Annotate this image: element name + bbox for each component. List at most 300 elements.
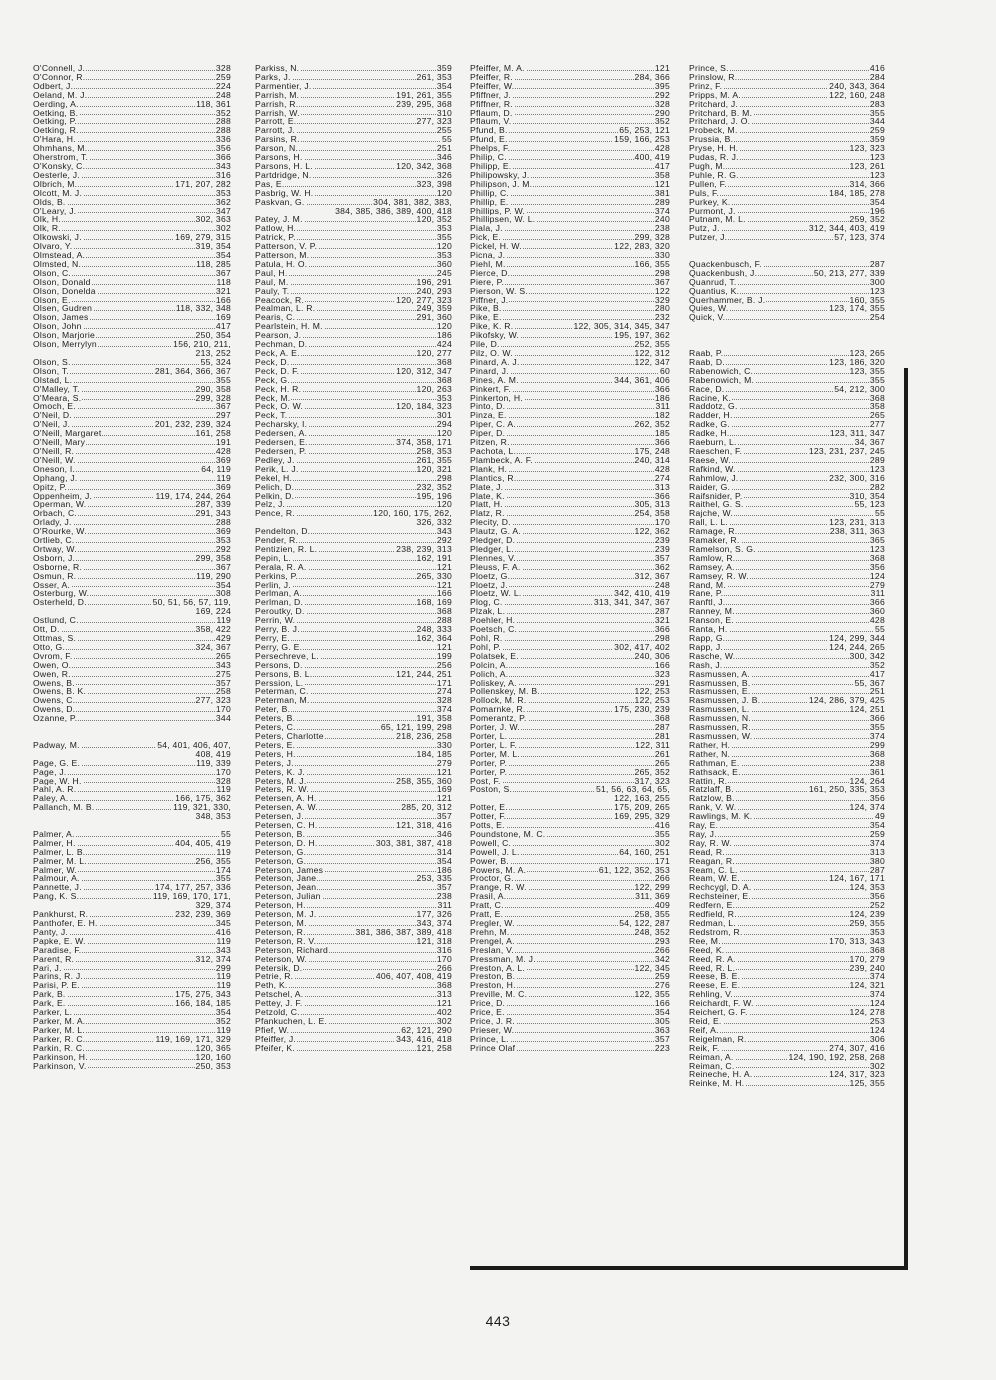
entry-name: Reiman, A. <box>689 1051 734 1062</box>
entry-name: Pfiffner, J. <box>470 89 512 100</box>
entry-name: Pachota, L. <box>470 445 517 456</box>
entry-name: Redfield, R. <box>689 909 737 920</box>
entry-name: Odbert, J. <box>33 80 74 91</box>
entry-name: Race, D. <box>689 383 725 394</box>
entry-pages: 374 <box>436 704 452 715</box>
entry-name: Park, B. <box>33 989 66 1000</box>
entry-name: Olson, C. <box>33 267 72 278</box>
entry-pages: 120, 342, 368 <box>396 160 452 171</box>
entry-name: Pritchard, B. M. <box>689 107 753 118</box>
entry-pages: 365 <box>869 535 885 546</box>
entry-pages: 362 <box>654 561 670 572</box>
entry-name: Petersen, A. H. <box>255 793 317 804</box>
entry-name: Patula, H. O. <box>255 258 308 269</box>
entry-pages: 232 <box>654 312 670 323</box>
entry-pages: 381 <box>654 187 670 198</box>
entry-name: Patey, J. M. <box>255 214 303 225</box>
entry-name: Phillipsen, W. L. <box>470 214 536 225</box>
entry-name: Petersen, J. <box>255 811 304 822</box>
entry-name: Piper, C. A. <box>470 419 516 430</box>
entry-name: Pfeiffer, J. <box>255 1033 297 1044</box>
entry-name: Ratzlow, B. <box>689 793 735 804</box>
entry-pages: 299, 328 <box>195 392 231 403</box>
entry-pages: 245 <box>436 267 452 278</box>
entry-pages: 123, 231, 237, 245 <box>808 445 885 456</box>
entry-name: O'Leary, J. <box>33 205 77 216</box>
entry-name: Pudas, R. J. <box>689 152 739 163</box>
entry-pages: 354 <box>654 1007 670 1018</box>
entry-name: Pealman, L. R. <box>255 303 316 314</box>
entry-name: Reif, A. <box>689 1024 719 1035</box>
entry-name: Osterburg, W. <box>33 588 90 599</box>
entry-pages: 283 <box>869 98 885 109</box>
entry-name: Ramlow, R. <box>689 552 736 563</box>
entry-name: Radder, H. <box>689 410 733 421</box>
entry-name: Owen, R. <box>33 668 71 679</box>
entry-pages: 169 <box>436 784 452 795</box>
entry-name: Potts, E. <box>470 820 505 831</box>
entry-name: Pelz, J. <box>255 499 286 510</box>
entry-name: Piper, D. <box>470 428 506 439</box>
entry-pages: 368 <box>869 748 885 759</box>
entry-name: Pryse, H. H. <box>689 143 739 154</box>
entry-pages: 261, 353 <box>416 71 452 82</box>
entry-pages: 358 <box>869 401 885 412</box>
entry-pages: 55, 324 <box>200 356 231 367</box>
entry-pages: 354 <box>436 855 452 866</box>
entry-name: Pahl, A. R. <box>33 784 77 795</box>
entry-name: Piehl, M. <box>470 258 506 269</box>
entry-name: Plate, K. <box>470 490 505 501</box>
entry-name: Power, B. <box>470 855 510 866</box>
entry-name: Pfankuchen, L. E. <box>255 1015 328 1026</box>
entry-name: Omoch, E. <box>33 401 76 412</box>
entry-pages: 291, 360 <box>416 312 452 323</box>
entry-pages: 50, 51, 56, 57, 119, <box>152 597 231 608</box>
entry-pages: 274 <box>436 686 452 697</box>
entry-pages: 258, 355 <box>634 909 670 920</box>
entry-name: Rasmussen, R. <box>689 722 751 733</box>
entry-pages: 201, 232, 239, 324 <box>154 419 231 430</box>
entry-name: Potter, E. <box>470 802 508 813</box>
entry-name: Ranta, H. <box>689 624 728 635</box>
entry-name: Porter, P. <box>470 766 508 777</box>
entry-pages: 352 <box>654 116 670 127</box>
entry-pages: 122 <box>654 285 670 296</box>
entry-name: Ortway, W. <box>33 543 77 554</box>
entry-pages: 170 <box>654 517 670 528</box>
entry-pages: 287 <box>654 606 670 617</box>
page-number: 443 <box>485 1313 511 1329</box>
entry-pages: 312, 374 <box>195 953 231 964</box>
entry-pages: 156, 210, 211, <box>173 339 231 350</box>
entry-pages: 362 <box>215 196 231 207</box>
entry-pages: 124 <box>869 1024 885 1035</box>
entry-pages: 280 <box>654 303 670 314</box>
dot-leader <box>689 836 885 837</box>
entry-name: Peck, D. F. <box>255 365 300 376</box>
entry-name: Picna, J. <box>470 250 506 261</box>
entry-name: Pari, J. <box>33 962 62 973</box>
entry-name: Olson, Merrylyn <box>33 339 97 350</box>
entry-name: Olson, Donelda <box>33 285 96 296</box>
entry-pages: 123, 265 <box>849 348 885 358</box>
entry-pages: 166 <box>654 659 670 670</box>
entry-pages: 355 <box>215 374 231 385</box>
entry-pages: 319, 354 <box>195 241 231 252</box>
entry-name: Probeck, M. <box>689 125 738 136</box>
entry-pages: 303, 381, 387, 418 <box>375 837 452 848</box>
entry-name: O'Konsky, C. <box>33 160 86 171</box>
entry-name: Operman, W. <box>33 499 87 510</box>
entry-pages: 239 <box>654 535 670 546</box>
entry-name: Redfern, E. <box>689 900 736 911</box>
entry-pages: 416 <box>654 820 670 831</box>
entry-name: Puhle, R. G. <box>689 169 739 180</box>
entry-pages: 313, 341, 347, 367 <box>593 597 670 608</box>
entry-pages: 119, 169, 171, 329 <box>155 1033 231 1044</box>
entry-pages: 251 <box>869 686 885 697</box>
entry-pages: 120, 321 <box>416 463 452 474</box>
entry-pages: 304, 381, 382, 383, <box>373 196 452 207</box>
entry-pages: 312, 367 <box>634 570 670 581</box>
entry-name: Rapp, G. <box>689 633 726 643</box>
entry-pages: 355 <box>654 828 670 839</box>
entry-name: Olson, James <box>33 312 89 323</box>
entry-pages: 329 <box>654 294 670 305</box>
entry-name: Peterman, C. <box>255 686 309 697</box>
entry-pages: 256 <box>436 659 452 670</box>
entry-pages: 294 <box>436 419 452 430</box>
column-frame-rule-vertical <box>904 368 908 1270</box>
entry-name: Peterson, Richard <box>255 944 329 955</box>
entry-name: Parkin, R. C. <box>33 1042 85 1053</box>
entry-pages: 121, 244, 251 <box>396 668 452 679</box>
entry-pages: 239, 295, 368 <box>396 98 452 109</box>
entry-name: Raider, G. <box>689 481 731 492</box>
entry-name: Pelkin, D. <box>255 490 295 501</box>
entry-pages: 123 <box>869 169 885 180</box>
entry-pages: 119 <box>216 971 231 982</box>
entry-pages: 120, 352 <box>416 214 452 225</box>
entry-pages: 299, 358 <box>195 552 231 563</box>
entry-pages: 265 <box>654 757 670 768</box>
entry-pages: 374 <box>654 205 670 216</box>
entry-pages: 366 <box>654 437 670 448</box>
entry-name: Ranney, M. <box>689 606 735 617</box>
entry-pages: 261, 355 <box>416 454 452 465</box>
entry-name: Perry, B. J. <box>255 624 300 635</box>
entry-name: Porter, L. <box>470 730 508 741</box>
entry-pages: 120, 184, 323 <box>396 401 452 412</box>
entry-name: O'Meara, S. <box>33 392 82 403</box>
entry-name: O'Neill, Mary <box>33 437 86 448</box>
entry-name: Paul, H. <box>255 267 288 278</box>
entry-pages: 290, 358 <box>195 383 231 394</box>
entry-name: Rathman, E. <box>689 757 740 768</box>
entry-pages: 238 <box>436 891 452 902</box>
entry-name: Reese, E. E. <box>689 980 741 991</box>
entry-pages: 299 <box>869 739 885 750</box>
entry-name: Pitzen, R. <box>470 437 510 448</box>
entry-pages: 367 <box>215 401 231 412</box>
entry-name: Pecharsky, I. <box>255 419 308 430</box>
index-entry <box>33 812 231 821</box>
entry-name: Quantius, K. <box>689 285 740 296</box>
entry-name: Raeburn, L. <box>689 437 737 448</box>
entry-pages: 119 <box>216 935 231 946</box>
entry-name: Pedersen, A. <box>255 428 308 439</box>
entry-pages: 254, 358 <box>634 508 670 519</box>
entry-name: Poundstone, M. C. <box>470 828 546 839</box>
entry-name: Pierson, W. S. <box>470 285 528 296</box>
entry-name: Peterson, G. <box>255 846 307 857</box>
entry-pages: 367 <box>654 276 670 287</box>
entry-pages: 186 <box>654 392 670 403</box>
entry-pages: 374 <box>869 971 885 982</box>
entry-name: Pinard, A. J. <box>470 356 520 367</box>
entry-pages: 124, 264 <box>849 775 885 786</box>
entry-pages: 330 <box>654 250 670 261</box>
entry-name: Pugh, M. <box>689 160 726 171</box>
entry-name: Peterson, R. <box>255 926 306 937</box>
entry-name: Plzak, L. <box>470 606 506 617</box>
entry-pages: 191, 358 <box>416 713 452 724</box>
entry-pages: 171 <box>436 677 452 688</box>
entry-name: Raddotz, G. <box>689 401 738 412</box>
entry-pages: 417 <box>654 160 670 171</box>
entry-pages: 121 <box>654 63 670 73</box>
entry-pages: 34, 367 <box>854 437 885 448</box>
entry-name: Ray, J. <box>689 828 717 839</box>
entry-name: Price, J. R. <box>470 1015 516 1026</box>
entry-pages: 232, 300, 316 <box>829 472 885 483</box>
entry-name: Pick, E. <box>470 232 502 243</box>
entry-name: Ramage, R. <box>689 526 738 537</box>
entry-name: Reed, K. <box>689 944 725 955</box>
entry-pages: 232, 239, 369 <box>175 909 231 920</box>
entry-name: Reed, R. L. <box>689 962 736 973</box>
entry-pages: 55, 123 <box>854 499 885 510</box>
entry-pages: 162, 191 <box>416 552 452 563</box>
entry-pages: 345 <box>215 918 231 928</box>
entry-pages: 343 <box>215 160 231 171</box>
entry-name: Read, R. <box>689 846 725 857</box>
entry-pages: 369 <box>215 454 231 465</box>
entry-name: Patrick, P. <box>255 232 296 243</box>
entry-name: Panty, J. <box>33 926 69 937</box>
entry-name: Racine, K. <box>689 392 732 403</box>
entry-pages: 361 <box>869 766 885 777</box>
entry-name: Pfund, E. <box>470 134 508 145</box>
entry-pages: 299 <box>215 962 231 973</box>
entry-pages: 384, 385, 386, 389, 400, 418 <box>335 205 452 216</box>
entry-name: Pendelton, D. <box>255 526 311 537</box>
entry-name: Pleuss, F. A. <box>470 561 521 572</box>
entry-pages: 374 <box>869 989 885 1000</box>
entry-name: O'Neil, D. <box>33 410 72 421</box>
entry-name: Pfeiffer, R. <box>470 71 513 82</box>
entry-name: Phillip, C. <box>470 187 510 198</box>
entry-pages: 239, 240 <box>849 962 885 973</box>
entry-pages: 186 <box>436 864 452 875</box>
entry-pages: 238, 311, 363 <box>829 526 885 537</box>
entry-name: Peters, H. <box>255 748 296 759</box>
entry-name: Pressman, M. J. <box>470 953 536 964</box>
entry-pages: 369 <box>215 481 231 492</box>
entry-pages: 298 <box>436 472 452 483</box>
entry-name: O'Neill, R. <box>33 445 75 456</box>
entry-name: Peacock, R. <box>255 294 305 305</box>
entry-name: Platt, H. <box>470 499 503 510</box>
entry-name: Peters, B. <box>255 713 296 724</box>
entry-name: Peters, R. W. <box>255 784 309 795</box>
entry-pages: 196, 291 <box>416 276 452 287</box>
entry-name: Opitz, P. <box>33 481 68 492</box>
entry-name: Poston, S. <box>470 784 513 795</box>
entry-name: Ophang, J. <box>33 472 78 483</box>
entry-pages: 239 <box>654 543 670 554</box>
entry-pages: 122, 160, 248 <box>829 89 885 100</box>
entry-pages: 406, 407, 408, 419 <box>375 971 452 982</box>
entry-pages: 316 <box>436 944 452 955</box>
entry-pages: 261 <box>654 748 670 759</box>
entry-name: Peck, D. <box>255 356 290 367</box>
entry-name: Rasmussen, W. <box>689 730 753 741</box>
entry-name: Quies, W. <box>689 303 729 314</box>
entry-pages: 120, 277, 323 <box>396 294 452 305</box>
entry-pages: 121, 318, 416 <box>396 820 452 831</box>
entry-pages: 326, 332 <box>416 517 452 528</box>
entry-pages: 121 <box>436 793 452 804</box>
entry-pages: 353 <box>436 223 452 234</box>
entry-pages: 121 <box>436 579 452 590</box>
entry-name: Parker, L. <box>33 1007 73 1018</box>
entry-name: Redman, L. <box>689 918 736 928</box>
entry-pages: 302, 363 <box>195 214 231 225</box>
entry-name: Peterson, Jane <box>255 873 317 884</box>
entry-pages: 312, 344, 403, 419 <box>808 223 885 234</box>
entry-pages: 354 <box>869 196 885 207</box>
entry-pages: 122, 163, 255 <box>614 793 670 804</box>
entry-pages: 429 <box>215 633 231 643</box>
entry-name: Peterson, R. V. <box>255 935 317 946</box>
entry-pages: 258, 355, 360 <box>396 775 452 786</box>
entry-pages: 122, 355 <box>634 989 670 1000</box>
entry-pages: 281 <box>654 730 670 741</box>
entry-pages: 277 <box>869 419 885 430</box>
entry-name: Pence, R. <box>255 508 295 519</box>
entry-pages: 284, 366 <box>634 71 670 82</box>
entry-name: Olson, S. <box>33 356 71 367</box>
entry-pages: 120, 160, 175, 262, <box>373 508 452 519</box>
entry-pages: 428 <box>654 143 670 154</box>
entry-name: Raifsnider, P. <box>689 490 743 501</box>
entry-name: Pfiffner, R. <box>470 98 513 109</box>
entry-pages: 119 <box>216 472 231 483</box>
entry-name: Ploetz, W. L. <box>470 588 522 599</box>
entry-name: Ploetz, G. <box>470 570 511 581</box>
entry-name: Parkinson, H. <box>33 1051 88 1062</box>
entry-name: Palmer, H. <box>33 837 76 848</box>
entry-name: Olds, B. <box>33 196 66 207</box>
entry-pages: 316 <box>215 169 231 180</box>
entry-pages: 262, 352 <box>634 419 670 430</box>
entry-name: Polich, A. <box>470 668 509 679</box>
entry-name: Prehn, M. <box>470 926 510 937</box>
entry-name: Oeland, M. J. <box>33 89 88 100</box>
entry-name: Pflaum, V. <box>470 116 512 127</box>
entry-name: Peterson, M. <box>255 918 307 928</box>
entry-name: Prieser, W. <box>470 1024 515 1035</box>
entry-name: Pender, R. <box>255 535 299 546</box>
entry-pages: 253, 335 <box>416 873 452 884</box>
entry-pages: 330 <box>436 739 452 750</box>
entry-pages: 313 <box>436 989 452 1000</box>
entry-pages: 120 <box>436 499 452 510</box>
entry-pages: 344 <box>215 713 231 724</box>
entry-pages: 123, 231, 313 <box>829 517 885 528</box>
entry-pages: 123, 323 <box>849 143 885 154</box>
entry-pages: 122, 253 <box>634 686 670 697</box>
entry-name: Parrish, W. <box>255 107 300 118</box>
entry-name: Owens, D. <box>33 704 76 715</box>
entry-name: Perik, L. J. <box>255 463 299 474</box>
entry-name: Persons, D. <box>255 659 303 670</box>
entry-pages: 368 <box>436 374 452 385</box>
entry-name: Pekel, H. <box>255 472 293 483</box>
entry-pages: 344 <box>869 116 885 127</box>
entry-pages: 54, 212, 300 <box>834 383 885 394</box>
entry-name: Pritchard, J. O. <box>689 116 751 127</box>
entry-pages: 177, 326 <box>416 909 452 920</box>
entry-pages: 55 <box>441 134 452 145</box>
entry-name: Piere, P. <box>470 276 505 287</box>
entry-pages: 259, 355 <box>849 918 885 928</box>
entry-name: Peth, K. <box>255 980 288 991</box>
entry-name: Plog, C. <box>470 597 503 608</box>
entry-name: Putzer, J. <box>689 232 728 243</box>
entry-pages: 279 <box>869 579 885 590</box>
entry-pages: 168, 169 <box>416 597 452 608</box>
entry-name: Olk, H. <box>33 214 62 225</box>
entry-pages: 305, 313 <box>634 499 670 510</box>
entry-pages: 359 <box>869 134 885 145</box>
entry-pages: 366 <box>215 152 231 163</box>
entry-name: Parisi, P. E. <box>33 980 81 991</box>
entry-name: Rawlings, M. K. <box>689 811 753 822</box>
entry-pages: 276 <box>654 980 670 991</box>
entry-name: Paul, M. <box>255 276 289 287</box>
entry-pages: 366 <box>869 713 885 724</box>
entry-name: Reichert, G. F. <box>689 1007 748 1018</box>
entry-pages: 122, 345 <box>634 962 670 973</box>
entry-pages: 255 <box>436 125 452 136</box>
entry-pages: 368 <box>869 392 885 403</box>
entry-pages: 170 <box>215 766 231 777</box>
entry-pages: 298 <box>654 633 670 643</box>
entry-pages: 356 <box>215 143 231 154</box>
entry-name: Raab, D. <box>689 356 725 367</box>
entry-name: Plate, J. <box>470 481 504 492</box>
entry-name: Pasbrig, W. H. <box>255 187 314 198</box>
entry-pages: 366 <box>654 624 670 635</box>
entry-name: Powell, C. <box>470 837 512 848</box>
entry-pages: 166, 355 <box>634 258 670 269</box>
entry-pages: 166, 175, 362 <box>175 793 231 804</box>
entry-name: Pickel, H. W. <box>470 241 522 252</box>
entry-pages: 119 <box>216 784 231 795</box>
